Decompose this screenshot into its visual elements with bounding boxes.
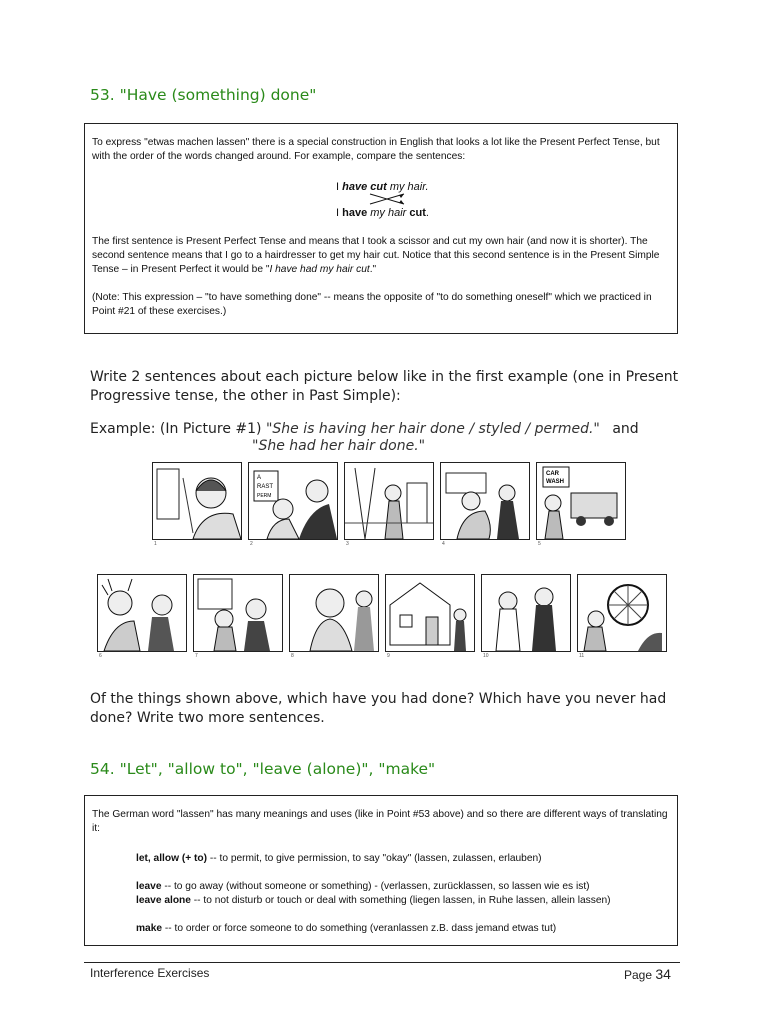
section-54-heading: 54. "Let", "allow to", "leave (alone)", "make"	[90, 760, 436, 778]
definition-let-allow: let, allow (+ to) -- to permit, to give permission, to say "okay" (lassen, zulassen, erlauben)	[136, 853, 542, 864]
example-label: Example: (In Picture #1)	[90, 421, 262, 437]
example-and: and	[612, 421, 639, 437]
footer-divider	[84, 962, 680, 963]
example-sentence-2: I have my hair cut.	[336, 207, 429, 219]
definition-make: make -- to order or force someone to do something (veranlassen z.B. dass jemand etwas tut)	[136, 923, 557, 934]
section-53-note: (Note: This expression – "to have something done" -- means the opposite of "to do something oneself" which we practiced in Point #21 of these exercises.)	[92, 292, 652, 317]
section-53-explanation: The first sentence is Present Perfect Tense and means that I took a scissor and cut my own hair (and now it is shorter). The second sentence means that I go to a hairdresser to get my hair cut. Notice that this second sentence is in the Present Simple Tense – in Present Perfect it would be "I have had my hair cut."	[92, 236, 660, 275]
picture-5-car-wash	[536, 462, 626, 540]
page-number: Page 34	[624, 966, 671, 982]
definition-leave-alone: leave alone -- to not disturb or touch or deal with something (liegen lassen, in Ruhe lassen, allein lassen)	[136, 895, 611, 906]
picture-11-bicycle	[577, 574, 667, 652]
svg-text:PERM: PERM	[257, 493, 272, 499]
section-53-box	[84, 123, 678, 334]
svg-text:CAR: CAR	[546, 471, 559, 477]
section-54-intro: The German word "lassen" has many meanings and uses (like in Point #53 above) and so there are different ways of translating it:	[92, 809, 668, 834]
example-sentence-a: "She is having her hair done / styled / permed."	[265, 421, 600, 437]
example-sentence-b: "She had her hair done."	[252, 438, 426, 454]
picture-3-workers	[344, 462, 434, 540]
exercise-question: Of the things shown above, which have you had done? Which have you never had done? Write two more sentences.	[90, 691, 667, 726]
picture-7	[193, 574, 283, 652]
picture-6	[97, 574, 187, 652]
exercise-instruction: Write 2 sentences about each picture below like in the first example (one in Present Progressive tense, the other in Past Simple):	[90, 369, 679, 404]
picture-4-tailor	[440, 462, 530, 540]
section-54-box	[84, 795, 678, 946]
footer-title: Interference Exercises	[90, 966, 210, 980]
picture-8	[289, 574, 379, 652]
svg-text:RAST: RAST	[257, 484, 274, 490]
section-53-intro: To express "etwas machen lassen" there is a special construction in English that looks a lot like the Present Perfect Tense, but with the order of the words changed around. For example, compare the sentences:	[92, 137, 660, 162]
picture-9-house	[385, 574, 475, 652]
picture-1-hairdresser	[152, 462, 242, 540]
picture-10-doctor	[481, 574, 571, 652]
svg-text:A: A	[257, 475, 262, 481]
picture-2-perm-sign	[248, 462, 338, 540]
example-sentence-b-row	[252, 437, 425, 456]
svg-text:WASH: WASH	[546, 479, 564, 485]
section-53-heading: 53. "Have (something) done"	[90, 86, 317, 104]
word-swap-arrows-icon	[368, 192, 408, 206]
example-sentence-1: I have cut my hair.	[336, 181, 429, 193]
definition-leave: leave -- to go away (without someone or something) - (verlassen, zurücklassen, so lassen wie es ist)	[136, 881, 590, 892]
